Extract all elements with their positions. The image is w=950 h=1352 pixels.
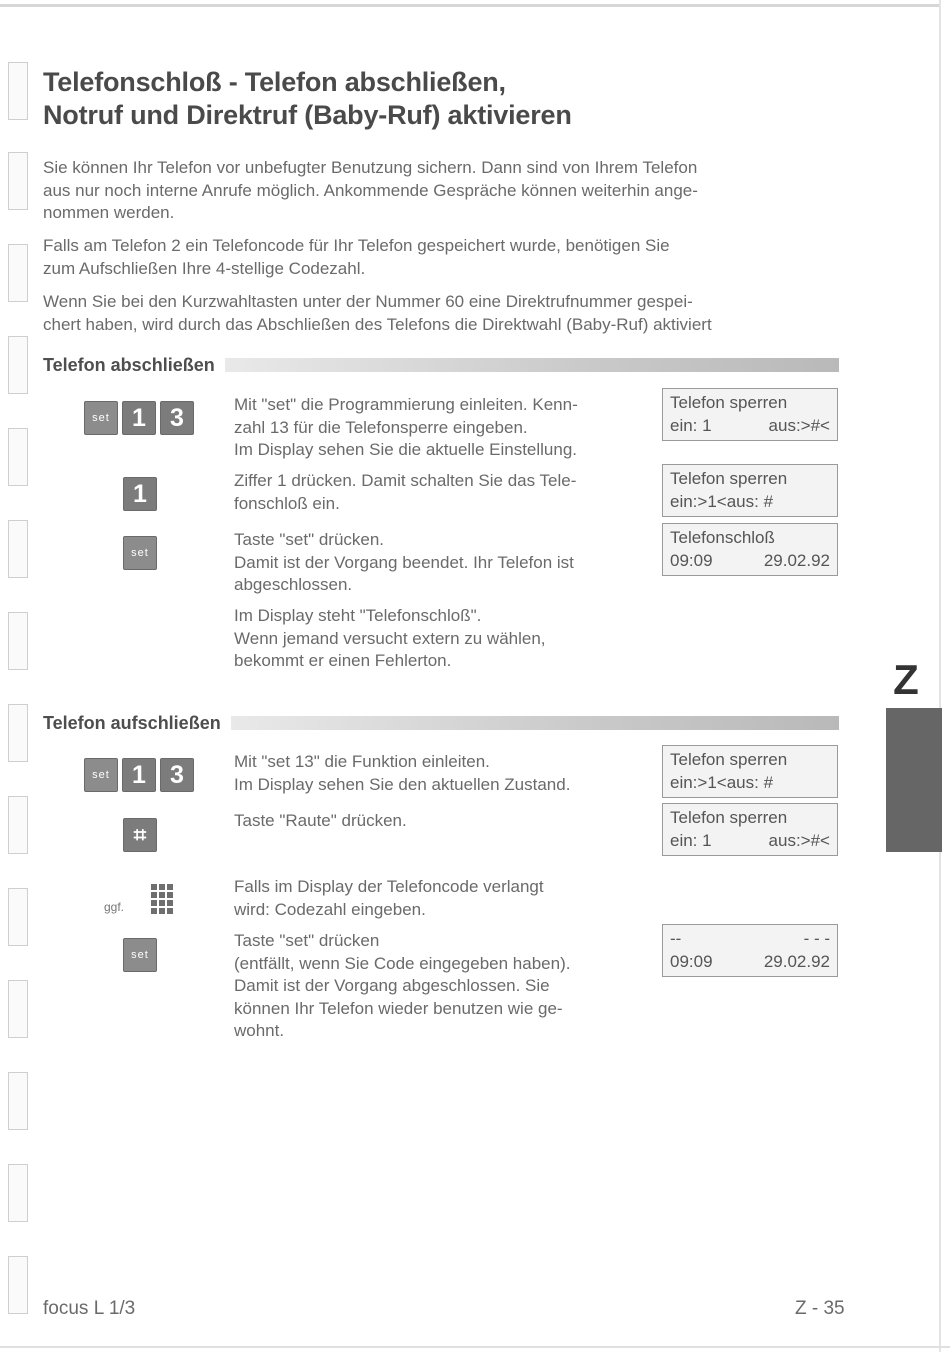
step-description: [234, 529, 574, 597]
set-key: set: [84, 401, 118, 435]
display-text: aus:>#<: [768, 415, 830, 435]
title-line-2: Notruf und Direktruf (Baby-Ruf) aktivieren: [43, 100, 572, 130]
digit-1-key: 1: [123, 477, 157, 511]
margin-mark: [8, 336, 28, 394]
digit-3-key: 3: [160, 758, 194, 792]
section-heading-bar: [225, 358, 839, 372]
margin-mark: [8, 888, 28, 946]
display-text: --: [670, 929, 682, 948]
step-description: [234, 605, 546, 673]
display-line: Telefon sperren: [670, 808, 788, 827]
text-line: wohnt.: [234, 1021, 285, 1040]
step-description: [234, 394, 578, 462]
display-line: [670, 928, 830, 951]
margin-mark: [8, 1256, 28, 1314]
text-line: fonschloß ein.: [234, 493, 340, 513]
display-text: - - -: [803, 929, 830, 948]
margin-mark: [8, 796, 28, 854]
margin-mark: [8, 520, 28, 578]
step-description: [234, 810, 407, 833]
text-line: Mit "set 13" die Funktion einleiten.: [234, 752, 490, 771]
text-line: Taste "set" drücken: [234, 931, 380, 950]
display-text: ein: 1: [670, 830, 712, 850]
key-sequence-set-13: [84, 758, 194, 792]
text-line: Ziffer 1 drücken. Damit schalten Sie das Tele-: [234, 471, 577, 490]
section-heading-lock: [43, 354, 839, 376]
text-line: Damit ist der Vorgang abgeschlossen. Sie: [234, 976, 550, 995]
chapter-tab-marker: [886, 708, 942, 852]
text-line: zahl 13 für die Telefonsperre eingeben.: [234, 417, 528, 437]
text-line: Wenn Sie bei den Kurzwahltasten unter der Nummer 60 eine Direktrufnummer gespei-: [43, 292, 693, 311]
footer-model: focus L 1/3: [43, 1298, 136, 1319]
text-line: chert haben, wird durch das Abschließen des Telefons die Direktwahl (Baby-Ruf) aktiviert: [43, 314, 712, 334]
display-line: [670, 951, 830, 974]
text-line: Falls im Display der Telefoncode verlangt: [234, 877, 544, 896]
margin-mark: [8, 980, 28, 1038]
margin-mark: [8, 152, 28, 210]
page-title: [43, 66, 572, 132]
text-line: bekommt er einen Fehlerton.: [234, 651, 452, 670]
key-sequence-hash: [123, 818, 157, 852]
text-line: Damit ist der Vorgang beendet. Ihr Telefon ist: [234, 552, 574, 572]
margin-mark: [8, 1164, 28, 1222]
section-heading-unlock: [43, 712, 839, 734]
key-sequence-set: [123, 938, 157, 972]
section-heading-bar: [231, 716, 839, 730]
set-key: set: [123, 536, 157, 570]
page-number: Z - 35: [795, 1298, 845, 1319]
display-line: Telefon sperren: [670, 393, 788, 412]
keypad-icon: [151, 884, 173, 916]
digit-1-key: 1: [122, 401, 156, 435]
text-line: zum Aufschließen Ihre 4-stellige Codezahl.: [43, 258, 366, 278]
title-line-1: Telefonschloß - Telefon abschließen,: [43, 67, 506, 97]
text-line: Taste "Raute" drücken.: [234, 811, 407, 830]
display-text: 29.02.92: [763, 951, 830, 971]
margin-mark: [8, 704, 28, 762]
text-line: Taste "set" drücken.: [234, 530, 385, 549]
display-screen: [662, 388, 838, 441]
text-line: abgeschlossen.: [234, 575, 353, 594]
text-line: wird: Codezahl eingeben.: [234, 899, 426, 919]
key-sequence-set-13: [84, 401, 194, 435]
intro-paragraph-2: [43, 235, 853, 280]
display-line: [670, 830, 830, 853]
display-text: 29.02.92: [763, 550, 830, 570]
set-key: set: [84, 758, 118, 792]
digit-3-key: 3: [160, 401, 194, 435]
text-line: Wenn jemand versucht extern zu wählen,: [234, 628, 546, 648]
text-line: aus nur noch interne Anrufe möglich. Ankommende Gespräche können weiterhin ange-: [43, 180, 698, 200]
hash-key: ⌗: [123, 818, 157, 852]
display-text: 09:09: [670, 550, 713, 570]
section-heading-text: Telefon abschließen: [43, 354, 215, 375]
text-line: können Ihr Telefon wieder benutzen wie ge-: [234, 998, 563, 1018]
step-description: [234, 876, 544, 921]
text-line: Im Display sehen Sie die aktuelle Einstellung.: [234, 440, 578, 459]
step-description: [234, 930, 570, 1043]
step-description: [234, 470, 576, 515]
margin-mark: [8, 62, 28, 120]
bottom-rule: [0, 1346, 950, 1348]
display-line: ein:>1<aus: #: [670, 491, 774, 511]
display-screen: [662, 464, 838, 517]
text-line: nommen werden.: [43, 203, 175, 222]
display-line: Telefon sperren: [670, 750, 788, 769]
step-description: [234, 751, 570, 796]
display-line: ein:>1<aus: #: [670, 772, 774, 792]
display-screen: [662, 745, 838, 798]
chapter-tab-letter: Z: [893, 656, 919, 703]
key-sequence-set: [123, 536, 157, 570]
display-line: [670, 550, 830, 573]
margin-mark: [8, 428, 28, 486]
text-line: Mit "set" die Programmierung einleiten. Kenn-: [234, 395, 578, 414]
text-line: Im Display steht "Telefonschloß".: [234, 606, 482, 625]
digit-1-key: 1: [122, 758, 156, 792]
intro-paragraph-3: [43, 291, 853, 336]
display-line: Telefonschloß: [670, 528, 775, 547]
intro-paragraph-1: [43, 157, 853, 225]
display-line: Telefon sperren: [670, 469, 788, 488]
section-heading-text: Telefon aufschließen: [43, 712, 221, 733]
page-edge: [939, 0, 941, 1352]
display-screen: [662, 523, 838, 576]
display-screen: [662, 924, 838, 977]
text-line: (entfällt, wenn Sie Code eingegeben haben).: [234, 953, 571, 973]
margin-mark: [8, 1072, 28, 1130]
text-line: Sie können Ihr Telefon vor unbefugter Benutzung sichern. Dann sind von Ihrem Telefon: [43, 158, 698, 177]
top-rule: [0, 4, 940, 7]
display-text: 09:09: [670, 951, 713, 971]
text-line: Im Display sehen Sie den aktuellen Zustand.: [234, 774, 571, 794]
margin-mark: [8, 612, 28, 670]
key-sequence-1: [123, 477, 157, 511]
margin-mark: [8, 244, 28, 302]
set-key: set: [123, 938, 157, 972]
display-text: ein: 1: [670, 415, 712, 435]
display-screen: [662, 803, 838, 856]
optional-label: ggf.: [104, 900, 125, 914]
display-line: [670, 415, 830, 438]
display-text: aus:>#<: [768, 830, 830, 850]
text-line: Falls am Telefon 2 ein Telefoncode für Ihr Telefon gespeichert wurde, benötigen Sie: [43, 236, 670, 255]
